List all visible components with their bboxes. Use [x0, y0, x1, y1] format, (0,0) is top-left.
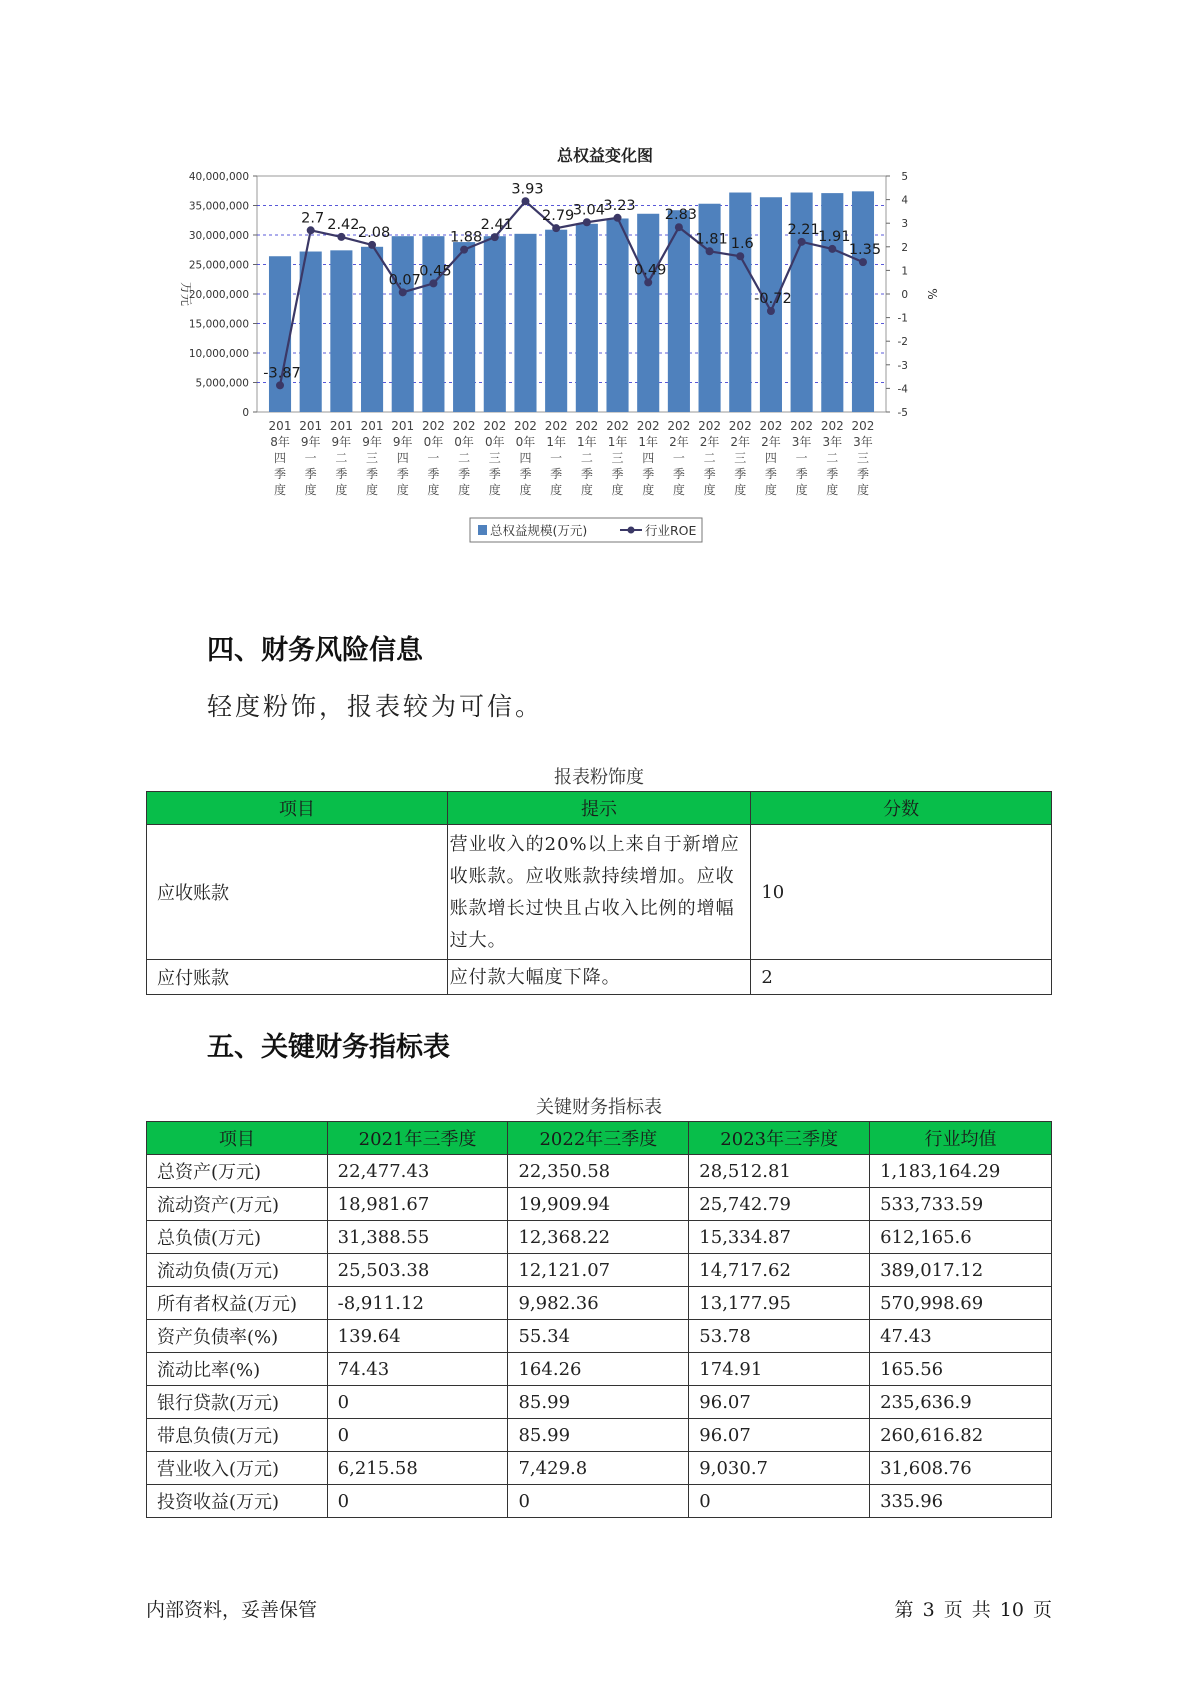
table-row — [147, 1419, 1052, 1452]
roe-point — [736, 252, 744, 260]
footer-confidential-note: 内部资料，妥善保管 — [146, 1599, 318, 1621]
y-axis-title: 万元 — [179, 281, 193, 307]
kpi-value-cell: 335.96 — [870, 1485, 1052, 1518]
roe-point — [583, 218, 591, 226]
kpi-item-cell: 流动比率(%) — [147, 1353, 328, 1386]
x-tick-label: 度 — [580, 483, 593, 497]
kpi-value-cell: 174.91 — [689, 1353, 870, 1386]
x-tick-label: 度 — [550, 483, 563, 497]
y2-tick-label: -3 — [897, 359, 908, 372]
x-tick-label: 度 — [274, 483, 287, 497]
roe-data-label: 3.04 — [572, 202, 605, 219]
y2-tick-label: -2 — [897, 336, 908, 349]
kpi-item-cell: 总资产(万元) — [147, 1155, 328, 1188]
equity-bar — [729, 193, 751, 412]
kpi-value-cell: 55.34 — [508, 1320, 689, 1353]
roe-data-label: 0.07 — [388, 272, 421, 289]
kpi-value-cell: 74.43 — [327, 1353, 508, 1386]
roe-point — [614, 214, 622, 222]
kpi-value-cell: 31,388.55 — [327, 1221, 508, 1254]
y-tick-label: 20,000,000 — [188, 289, 249, 301]
y-tick-label: 30,000,000 — [188, 230, 249, 242]
x-tick-label: 季 — [335, 467, 348, 481]
kpi-item-cell: 流动资产(万元) — [147, 1188, 328, 1221]
kpi-value-cell: 1,183,164.29 — [870, 1155, 1052, 1188]
x-tick-label: 二 — [458, 451, 471, 465]
kpi-value-cell: 18,981.67 — [327, 1188, 508, 1221]
column-header-item: 项目 — [147, 1122, 328, 1155]
y-tick-label: 5,000,000 — [195, 377, 249, 390]
x-tick-label: 度 — [519, 483, 532, 497]
y-tick-label: 10,000,000 — [188, 348, 249, 360]
column-header-2022q3: 2022年三季度 — [508, 1122, 689, 1155]
x-tick-label: 201 — [299, 419, 323, 433]
table-row — [147, 1287, 1052, 1320]
x-tick-label: 1年 — [638, 435, 659, 449]
x-tick-label: 2年 — [699, 435, 720, 449]
roe-data-label: 1.88 — [449, 229, 483, 246]
kpi-item-cell: 带息负债(万元) — [147, 1419, 328, 1452]
legend-swatch-roe-point — [628, 527, 635, 534]
table-row — [147, 1386, 1052, 1419]
roe-data-label: 2.08 — [357, 224, 391, 241]
kpi-value-cell: 22,477.43 — [327, 1155, 508, 1188]
legend-label-roe: 行业ROE — [645, 523, 697, 538]
kpi-value-cell: 25,503.38 — [327, 1254, 508, 1287]
x-tick-label: 2年 — [669, 435, 689, 449]
roe-data-label: -0.72 — [754, 290, 792, 307]
x-tick-label: 3年 — [791, 435, 812, 449]
x-tick-label: 季 — [642, 467, 655, 481]
roe-point — [767, 307, 775, 315]
equity-bar — [545, 230, 567, 412]
x-tick-label: 201 — [391, 419, 415, 433]
x-tick-label: 三 — [856, 451, 869, 465]
kpi-value-cell: 15,334.87 — [689, 1221, 870, 1254]
kpi-table-header — [147, 1122, 1052, 1155]
x-tick-label: 202 — [421, 419, 445, 433]
roe-data-label: 2.79 — [542, 208, 575, 225]
kpi-item-cell: 营业收入(万元) — [147, 1452, 328, 1485]
kpi-value-cell: 19,909.94 — [508, 1188, 689, 1221]
x-tick-label: 202 — [514, 419, 537, 433]
kpi-value-cell: 165.56 — [870, 1353, 1052, 1386]
x-tick-label: 202 — [575, 419, 599, 433]
x-tick-label: 季 — [488, 467, 501, 481]
x-tick-label: 0年 — [423, 435, 444, 449]
roe-point — [521, 197, 529, 205]
x-tick-label: 度 — [642, 483, 655, 497]
x-tick-label: 四 — [642, 451, 655, 465]
x-tick-label: 度 — [396, 483, 409, 497]
x-tick-label: 二 — [826, 451, 839, 465]
kpi-item-cell: 投资收益(万元) — [147, 1485, 328, 1518]
kpi-value-cell: 12,121.07 — [508, 1254, 689, 1287]
x-tick-label: 202 — [483, 419, 507, 433]
table-row — [147, 1254, 1052, 1287]
risk-hint-cell: 营业收入的20%以上来自于新增应收账款。应收账款持续增加。应收账款增长过快且占收入比例的增幅过大。 — [447, 825, 751, 960]
roe-data-label: 0.49 — [634, 262, 667, 279]
equity-bar — [637, 214, 659, 412]
column-header-2021q3: 2021年三季度 — [327, 1122, 508, 1155]
kpi-value-cell: 13,177.95 — [689, 1287, 870, 1320]
roe-data-label: 1.6 — [730, 236, 754, 253]
x-tick-label: 9年 — [331, 435, 352, 449]
x-tick-label: 202 — [698, 419, 722, 433]
equity-bar — [514, 234, 536, 412]
roe-point — [644, 278, 652, 286]
x-tick-label: 9年 — [362, 435, 382, 449]
table-row — [147, 825, 1052, 960]
x-tick-label: 201 — [268, 419, 292, 433]
roe-point — [552, 224, 560, 232]
equity-chart-svg — [170, 130, 1040, 600]
roe-data-label: 3.93 — [511, 181, 544, 198]
section-heading-risk: 四、财务风险信息 — [207, 635, 423, 666]
x-tick-label: 9年 — [300, 435, 321, 449]
equity-bar — [392, 236, 414, 412]
x-tick-label: 1年 — [546, 435, 566, 449]
kpi-value-cell: 612,165.6 — [870, 1221, 1052, 1254]
roe-data-label: 0.45 — [419, 263, 452, 280]
x-tick-label: 季 — [611, 467, 624, 481]
table-row — [147, 1188, 1052, 1221]
risk-table-title: 报表粉饰度 — [554, 767, 644, 788]
kpi-item-cell: 资产负债率(%) — [147, 1320, 328, 1353]
equity-bar — [821, 193, 843, 412]
equity-bar — [852, 191, 874, 412]
kpi-value-cell: 0 — [508, 1485, 689, 1518]
x-tick-label: 1年 — [607, 435, 628, 449]
y2-tick-label: 0 — [901, 289, 908, 301]
kpi-value-cell: 533,733.59 — [870, 1188, 1052, 1221]
kpi-value-cell: 0 — [327, 1386, 508, 1419]
roe-data-label: 2.42 — [327, 216, 360, 233]
x-tick-label: 季 — [304, 467, 317, 481]
kpi-table-title: 关键财务指标表 — [536, 1097, 662, 1118]
x-tick-label: 二 — [335, 451, 348, 465]
kpi-table-body — [147, 1155, 1052, 1518]
equity-bar — [576, 224, 598, 412]
x-tick-label: 度 — [826, 483, 839, 497]
table-row — [147, 1353, 1052, 1386]
y2-tick-label: 1 — [901, 265, 908, 278]
equity-bar — [300, 252, 322, 412]
table-row — [147, 1452, 1052, 1485]
risk-item-cell: 应收账款 — [147, 825, 448, 960]
roe-data-label: 2.21 — [787, 221, 820, 238]
roe-data-label: 2.41 — [480, 217, 513, 234]
x-tick-label: 季 — [826, 467, 839, 481]
x-tick-label: 2年 — [730, 435, 751, 449]
x-tick-label: 1年 — [577, 435, 597, 449]
equity-bar — [330, 250, 352, 412]
column-header-hint: 提示 — [447, 792, 751, 825]
x-tick-label: 度 — [795, 483, 808, 497]
y-tick-label: 35,000,000 — [188, 200, 249, 213]
x-tick-label: 0年 — [515, 435, 536, 449]
kpi-value-cell: 28,512.81 — [689, 1155, 870, 1188]
roe-point — [368, 241, 376, 249]
table-row — [147, 1221, 1052, 1254]
risk-item-cell: 应付账款 — [147, 960, 448, 995]
roe-point — [337, 233, 345, 241]
x-tick-label: 季 — [366, 467, 379, 481]
roe-point — [276, 381, 284, 389]
chart-body — [179, 171, 939, 542]
x-tick-label: 0年 — [484, 435, 505, 449]
y2-tick-label: 4 — [901, 194, 908, 207]
x-tick-label: 202 — [544, 419, 568, 433]
x-tick-label: 三 — [488, 451, 501, 465]
x-tick-label: 202 — [636, 419, 660, 433]
x-tick-label: 202 — [667, 419, 691, 433]
kpi-value-cell: 96.07 — [689, 1419, 870, 1452]
x-tick-label: 202 — [452, 419, 476, 433]
x-tick-label: 度 — [304, 483, 317, 497]
kpi-value-cell: 260,616.82 — [870, 1419, 1052, 1452]
table-row — [147, 1155, 1052, 1188]
x-tick-label: 季 — [580, 467, 593, 481]
kpi-value-cell: 139.64 — [327, 1320, 508, 1353]
x-tick-label: 3年 — [822, 435, 843, 449]
roe-point — [828, 245, 836, 253]
x-tick-label: 度 — [611, 483, 624, 497]
x-tick-label: 季 — [703, 467, 716, 481]
kpi-value-cell: 7,429.8 — [508, 1452, 689, 1485]
roe-point — [429, 279, 437, 287]
roe-data-label: 2.7 — [301, 210, 325, 227]
y-tick-label: 25,000,000 — [188, 259, 249, 272]
x-tick-label: 8年 — [270, 435, 290, 449]
x-tick-label: 0年 — [454, 435, 474, 449]
risk-table — [146, 791, 1052, 995]
y-tick-label: 15,000,000 — [188, 318, 249, 331]
kpi-value-cell: 14,717.62 — [689, 1254, 870, 1287]
section-heading-kpi: 五、关键财务指标表 — [207, 1032, 450, 1063]
y2-tick-label: 5 — [901, 171, 908, 183]
x-tick-label: 一 — [427, 451, 440, 465]
kpi-value-cell: 25,742.79 — [689, 1188, 870, 1221]
kpi-value-cell: 47.43 — [870, 1320, 1052, 1353]
x-tick-label: 度 — [427, 483, 440, 497]
kpi-value-cell: 53.78 — [689, 1320, 870, 1353]
x-tick-label: 一 — [550, 451, 563, 465]
column-header-industry-avg: 行业均值 — [870, 1122, 1052, 1155]
x-tick-label: 202 — [790, 419, 814, 433]
x-tick-label: 202 — [820, 419, 844, 433]
equity-chart — [170, 130, 1040, 600]
x-tick-label: 202 — [759, 419, 783, 433]
roe-data-label: -3.87 — [263, 365, 301, 382]
x-tick-label: 度 — [366, 483, 379, 497]
column-header-item: 项目 — [147, 792, 448, 825]
roe-point — [307, 226, 315, 234]
x-tick-label: 季 — [764, 467, 777, 481]
kpi-item-cell: 所有者权益(万元) — [147, 1287, 328, 1320]
x-tick-label: 季 — [856, 467, 869, 481]
x-tick-label: 度 — [488, 483, 501, 497]
x-tick-label: 季 — [795, 467, 808, 481]
kpi-table — [146, 1121, 1052, 1518]
x-tick-label: 季 — [458, 467, 471, 481]
y2-tick-label: 3 — [901, 218, 908, 231]
kpi-value-cell: 22,350.58 — [508, 1155, 689, 1188]
x-tick-label: 3年 — [853, 435, 873, 449]
equity-bar — [361, 247, 383, 412]
equity-bar — [606, 218, 628, 412]
roe-point — [798, 238, 806, 246]
risk-summary: 轻度粉饰，报表较为可信。 — [207, 692, 544, 721]
equity-bar — [484, 236, 506, 412]
kpi-item-cell: 总负债(万元) — [147, 1221, 328, 1254]
kpi-value-cell: 96.07 — [689, 1386, 870, 1419]
kpi-value-cell: 570,998.69 — [870, 1287, 1052, 1320]
kpi-item-cell: 流动负债(万元) — [147, 1254, 328, 1287]
y2-tick-label: 2 — [901, 241, 908, 254]
x-tick-label: 二 — [580, 451, 593, 465]
roe-data-label: 1.81 — [695, 231, 728, 248]
kpi-value-cell: 6,215.58 — [327, 1452, 508, 1485]
x-tick-label: 201 — [329, 419, 353, 433]
x-tick-label: 三 — [734, 451, 747, 465]
roe-point — [399, 288, 407, 296]
kpi-value-cell: 31,608.76 — [870, 1452, 1052, 1485]
kpi-value-cell: 0 — [689, 1485, 870, 1518]
kpi-value-cell: -8,911.12 — [327, 1287, 508, 1320]
x-tick-label: 四 — [396, 451, 409, 465]
table-row — [147, 1485, 1052, 1518]
legend-label-equity: 总权益规模(万元) — [490, 523, 588, 538]
x-tick-label: 度 — [703, 483, 716, 497]
footer-page-number: 第 3 页 共 10 页 — [894, 1599, 1052, 1621]
y-tick-label: 0 — [242, 407, 249, 419]
kpi-value-cell: 0 — [327, 1419, 508, 1452]
roe-point — [859, 258, 867, 266]
x-tick-label: 9年 — [392, 435, 413, 449]
x-tick-label: 度 — [458, 483, 471, 497]
risk-score-cell: 2 — [751, 960, 1052, 995]
x-tick-label: 202 — [851, 419, 875, 433]
y-tick-label: 40,000,000 — [188, 171, 249, 183]
legend-swatch-equity — [478, 525, 487, 535]
x-tick-label: 201 — [360, 419, 384, 433]
column-header-score: 分数 — [751, 792, 1052, 825]
x-tick-label: 度 — [672, 483, 685, 497]
kpi-value-cell: 85.99 — [508, 1419, 689, 1452]
kpi-value-cell: 12,368.22 — [508, 1221, 689, 1254]
table-row — [147, 960, 1052, 995]
x-tick-label: 季 — [274, 467, 287, 481]
y2-tick-label: -1 — [897, 312, 908, 325]
table-row — [147, 1320, 1052, 1353]
y2-axis-title: % — [925, 288, 939, 300]
roe-data-label: 3.23 — [603, 197, 636, 214]
kpi-value-cell: 235,636.9 — [870, 1386, 1052, 1419]
x-tick-label: 三 — [611, 451, 624, 465]
risk-table-header — [147, 792, 1052, 825]
roe-point — [491, 233, 499, 241]
kpi-value-cell: 9,982.36 — [508, 1287, 689, 1320]
x-tick-label: 2年 — [761, 435, 781, 449]
x-tick-label: 季 — [734, 467, 747, 481]
column-header-2023q3: 2023年三季度 — [689, 1122, 870, 1155]
x-tick-label: 季 — [550, 467, 563, 481]
x-tick-label: 度 — [856, 483, 869, 497]
x-tick-label: 季 — [427, 467, 440, 481]
x-tick-label: 二 — [703, 451, 716, 465]
y2-tick-label: -4 — [897, 383, 908, 396]
chart-title: 总权益变化图 — [556, 146, 654, 165]
risk-hint-cell: 应付款大幅度下降。 — [447, 960, 751, 995]
x-tick-label: 三 — [366, 451, 379, 465]
x-tick-label: 一 — [795, 451, 808, 465]
kpi-value-cell: 85.99 — [508, 1386, 689, 1419]
x-tick-label: 202 — [728, 419, 752, 433]
roe-point — [706, 247, 714, 255]
x-tick-label: 一 — [304, 451, 317, 465]
kpi-value-cell: 389,017.12 — [870, 1254, 1052, 1287]
roe-data-label: 2.83 — [664, 207, 698, 224]
x-tick-label: 度 — [764, 483, 777, 497]
kpi-value-cell: 9,030.7 — [689, 1452, 870, 1485]
x-tick-label: 季 — [396, 467, 409, 481]
equity-bar — [453, 242, 475, 412]
x-tick-label: 四 — [764, 451, 777, 465]
x-tick-label: 四 — [519, 451, 532, 465]
kpi-value-cell: 0 — [327, 1485, 508, 1518]
x-tick-label: 202 — [606, 419, 629, 433]
roe-data-label: 1.91 — [818, 228, 851, 245]
x-tick-label: 一 — [672, 451, 685, 465]
y2-tick-label: -5 — [897, 407, 908, 419]
x-tick-label: 度 — [734, 483, 747, 497]
x-tick-label: 季 — [519, 467, 532, 481]
x-tick-label: 季 — [672, 467, 685, 481]
x-tick-label: 度 — [335, 483, 348, 497]
kpi-item-cell: 银行贷款(万元) — [147, 1386, 328, 1419]
risk-score-cell: 10 — [751, 825, 1052, 960]
roe-data-label: 1.35 — [848, 242, 882, 259]
kpi-value-cell: 164.26 — [508, 1353, 689, 1386]
roe-point — [460, 246, 468, 254]
roe-point — [675, 223, 683, 231]
x-tick-label: 四 — [274, 451, 287, 465]
